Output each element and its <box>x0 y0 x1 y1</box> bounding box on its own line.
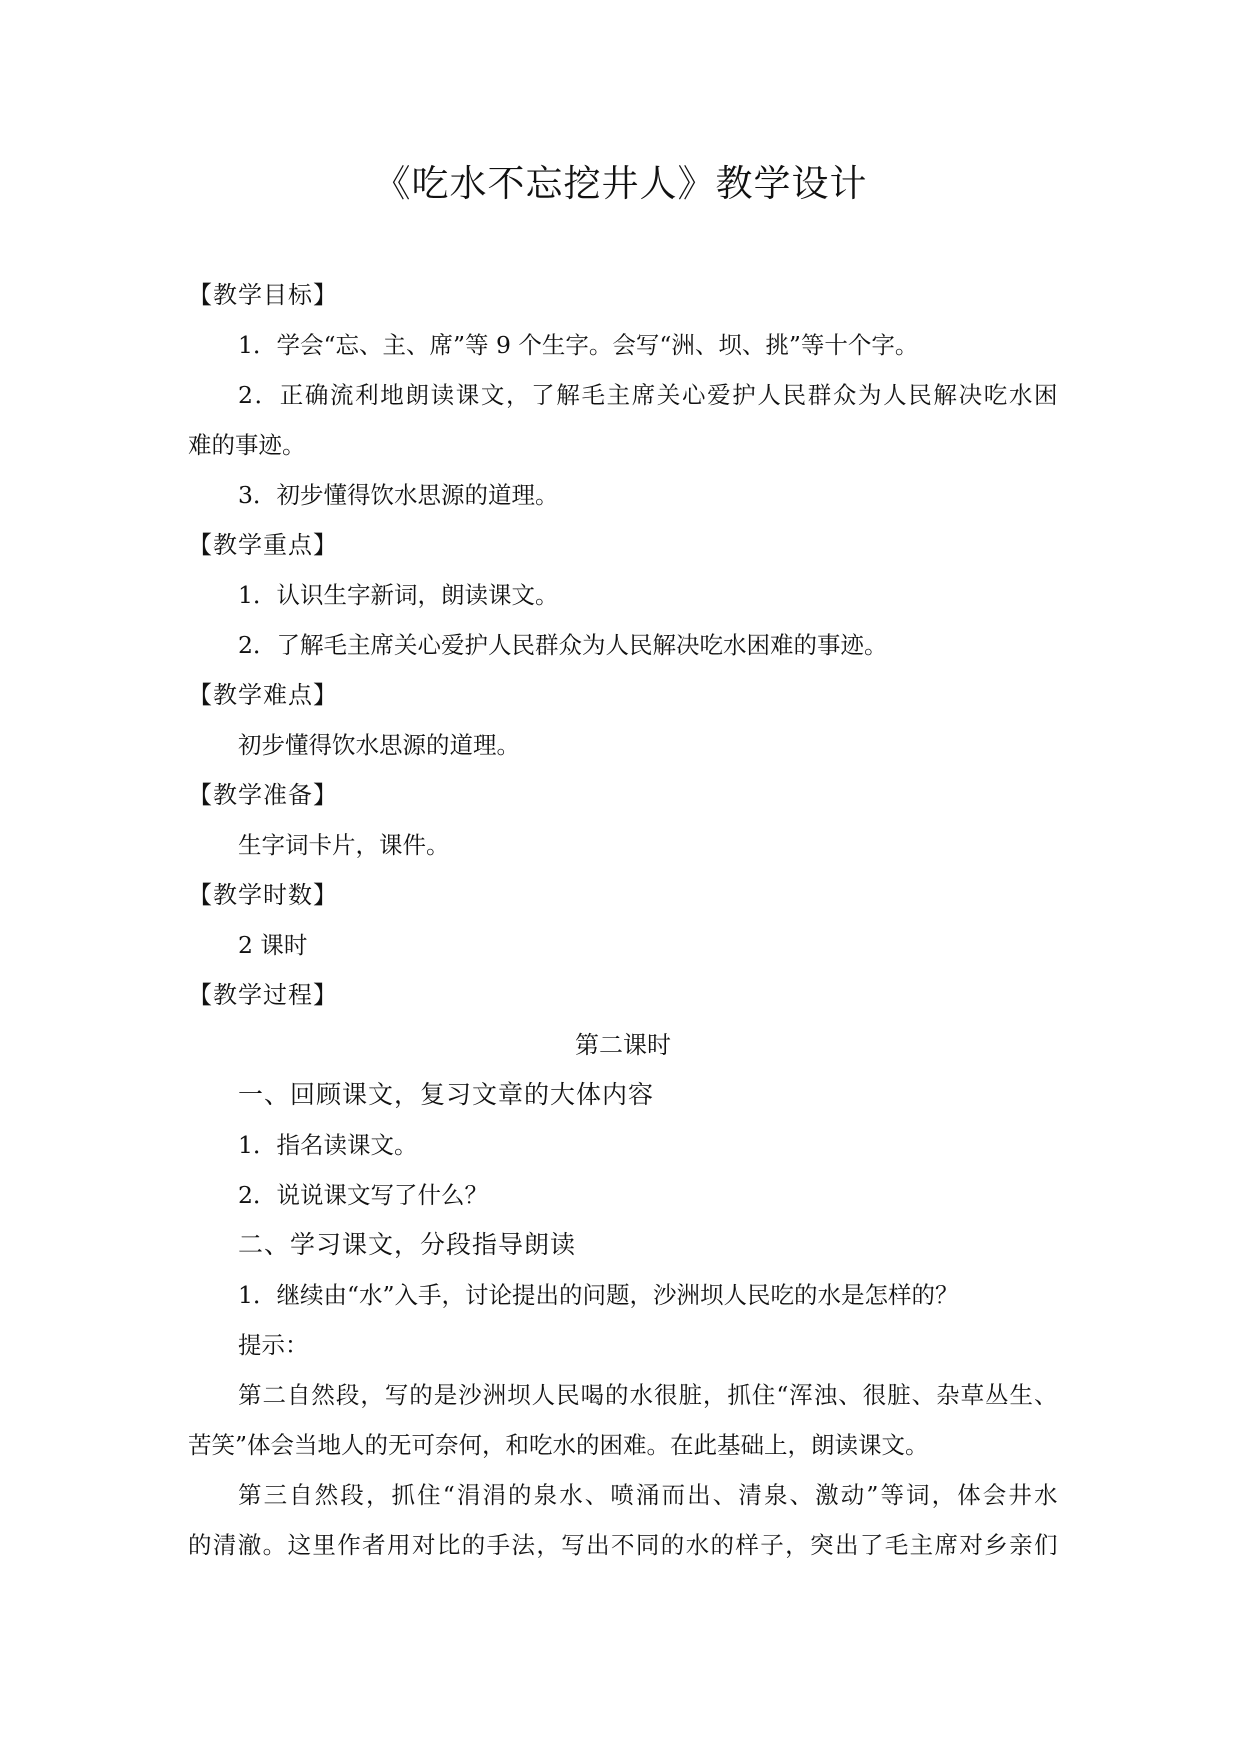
difficulty-text: 初步懂得饮水思源的道理。 <box>238 731 520 759</box>
paragraph-3-line-1: 第三自然段，抓住“涓涓的泉水、喷涌而出、清泉、激动”等词，体会井水 <box>238 1481 1058 1509</box>
objective-item-2-line-2: 难的事迹。 <box>188 431 306 459</box>
section-heading-objectives: 【教学目标】 <box>188 281 338 309</box>
paragraph-2-line-2: 苦笑”体会当地人的无可奈何，和吃水的困难。在此基础上，朗读课文。 <box>188 1431 929 1459</box>
document-title: 《吃水不忘挖井人》教学设计 <box>373 162 868 205</box>
key-point-item-2: 2．了解毛主席关心爱护人民群众为人民解决吃水困难的事迹。 <box>238 631 888 659</box>
part-1-item-1: 1．指名读课文。 <box>238 1131 418 1159</box>
section-heading-preparation: 【教学准备】 <box>188 781 338 809</box>
preparation-text: 生字词卡片，课件。 <box>238 831 450 859</box>
part-1-item-2: 2．说说课文写了什么？ <box>238 1181 488 1209</box>
paragraph-3-line-2: 的清澈。这里作者用对比的手法，写出不同的水的样子，突出了毛主席对乡亲们 <box>188 1531 1058 1559</box>
part-2-item-1: 1．继续由“水”入手，讨论提出的问题，沙洲坝人民吃的水是怎样的？ <box>238 1281 959 1309</box>
objective-item-2-line-1: 2．正确流利地朗读课文，了解毛主席关心爱护人民群众为人民解决吃水困 <box>238 381 1058 409</box>
objective-item-3: 3．初步懂得饮水思源的道理。 <box>238 481 559 509</box>
section-heading-process: 【教学过程】 <box>188 981 338 1009</box>
paragraph-2-line-1: 第二自然段，写的是沙洲坝人民喝的水很脏，抓住“浑浊、很脏、杂草丛生、 <box>238 1381 1058 1409</box>
section-heading-key-points: 【教学重点】 <box>188 531 338 559</box>
key-point-item-1: 1．认识生字新词，朗读课文。 <box>238 581 559 609</box>
hours-text: 2 课时 <box>238 931 308 959</box>
section-heading-difficulties: 【教学难点】 <box>188 681 338 709</box>
document-body <box>188 270 1058 1570</box>
lesson-title: 第二课时 <box>575 1031 671 1059</box>
part-2-hint: 提示： <box>238 1331 309 1359</box>
part-2-heading: 二、学习课文，分段指导朗读 <box>238 1230 577 1259</box>
objective-item-1: 1．学会“忘、主、席”等 9 个生字。会写“洲、坝、挑”等十个字。 <box>238 331 919 359</box>
part-1-heading: 一、回顾课文，复习文章的大体内容 <box>238 1080 655 1109</box>
section-heading-hours: 【教学时数】 <box>188 881 338 909</box>
